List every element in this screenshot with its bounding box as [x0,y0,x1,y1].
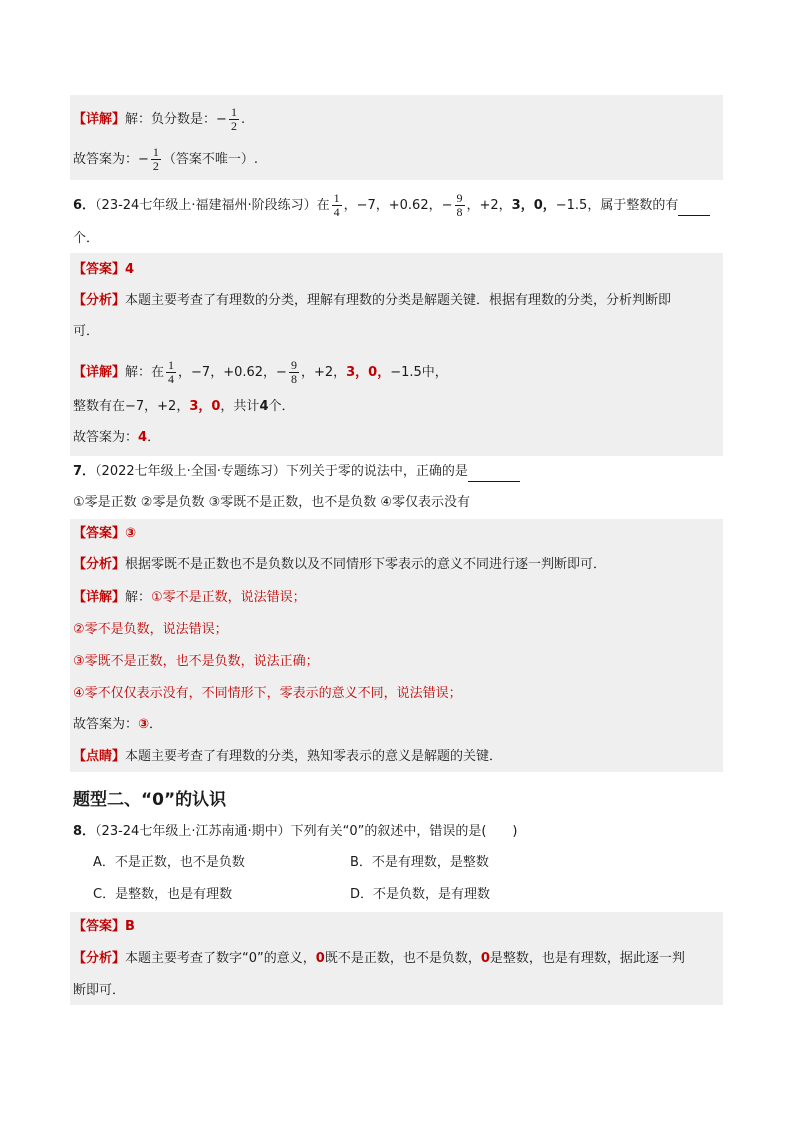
integer-count: 4 [259,399,269,414]
answer-tag: 【答案】 [73,262,126,277]
integers-text: ，共计 [220,399,260,414]
q7-detail [73,589,306,607]
number-list: ，−7，+0.62，− [343,198,453,213]
q6-analysis [73,292,671,310]
q7-comment [73,748,502,766]
detail-item-4: ④零不仅仅表示没有，不同情形下，零表示的意义不同，说法错误； [73,686,462,701]
analysis-text: 根据零既不是正数也不是负数以及不同情形下零表示的意义不同进行逐一判断即可． [125,557,607,572]
question-text: （23-24七年级上·江苏南通·期中）下列有关“0”的叙述中，错误的是( ) [95,824,518,839]
fraction-one-half: $\frac{1}{2}$ [230,105,237,133]
question-number: 6． [73,198,96,213]
q7-stem [73,463,520,482]
integers-text: 整数有在−7，+2， [73,399,190,414]
q7-analysis [73,556,606,574]
analysis-tag: 【分析】 [73,951,126,966]
answer-tag: 【答案】 [73,526,126,541]
q6-analysis-cont: 可． [73,324,100,339]
analysis-text: 本题主要考查了数字“0”的意义， [125,951,316,966]
analysis-text: 是整数，也是有理数，据此逐一判 [489,951,685,966]
fraction-one-half: $\frac{1}{2}$ [152,145,159,173]
number-list: −1.5，属于整数的有 [555,198,679,213]
answer-tag: 【答案】 [73,919,126,934]
analysis-text: 既不是正数，也不是负数， [324,951,481,966]
answer-prefix: 故答案为： [73,430,139,445]
fraction-one-quarter: $\frac{1}{4}$ [168,358,175,386]
option-d: D．不是负数，是有理数 [350,887,491,902]
q8-analysis-cont: 断即可． [73,983,126,998]
q6-final-answer [73,429,160,447]
integers-text: 个． [268,399,295,414]
detail-item-1: ①零不是正数，说法错误； [151,590,306,605]
fraction-nine-eighths: $\frac{9}{8}$ [290,358,297,386]
analysis-highlight: 0 [315,951,325,966]
number-list: ，+2， [466,198,512,213]
q8-stem [73,823,517,841]
q6-stem-tail: 个． [73,231,100,246]
q6-stem [73,192,710,219]
q7-final-answer [73,716,162,734]
period: . [240,112,246,127]
q6-detail [73,359,448,386]
q8-answer [73,918,135,936]
detail-tag: 【详解】 [73,590,126,605]
answer-prefix: 故答案为： [73,717,139,732]
detail-item-2: ②零不是负数，说法错误； [73,622,228,637]
answer-prefix: 故答案为： [73,152,139,167]
comment-text: 本题主要考查了有理数的分类，熟知零表示的意义是解题的关键． [125,749,503,764]
analysis-tag: 【分析】 [73,293,126,308]
q5-detail-line [73,106,245,133]
fraction-one-quarter: $\frac{1}{4}$ [333,191,340,219]
comment-tag: 【点睛】 [73,749,126,764]
q6-answer [73,261,134,279]
q6-solution-block [70,253,723,456]
integers-highlight: 3，0 [189,399,221,414]
question-number: 8． [73,824,96,839]
detail-text: 解：在 [125,365,165,380]
answer-note: （答案不唯一）. [162,152,259,167]
period: ． [149,717,163,732]
option-c: C．是整数，也是有理数 [93,887,233,902]
detail-item-3: ③零既不是正数，也不是负数，说法正确； [73,654,319,669]
q8-analysis [73,950,685,968]
q7-options: ①零是正数 ②零是负数 ③零既不是正数，也不是负数 ④零仅表示没有 [73,495,471,510]
answer-blank [468,463,520,482]
detail-text: 解：负分数是： [125,112,217,127]
minus-sign: − [216,112,227,127]
analysis-text: 本题主要考查了有理数的分类，理解有理数的分类是解题关键．根据有理数的分类，分析判断即 [125,293,672,308]
question-number: 7． [73,464,96,479]
period: ． [147,430,161,445]
number-list: −1.5中， [390,365,448,380]
analysis-highlight: 0 [480,951,490,966]
detail-text: 解： [125,590,152,605]
number-list-bold: 3，0， [511,198,556,213]
answer-value: 4 [125,262,135,277]
number-list-highlight: 3，0， [346,365,391,380]
fraction-nine-eighths: $\frac{9}{8}$ [456,191,463,219]
answer-blank [678,197,710,216]
minus-sign: − [138,152,149,167]
q7-answer [73,525,136,543]
analysis-tag: 【分析】 [73,557,126,572]
answer-value: B [125,919,135,934]
number-list: ，−7，+0.62，− [178,365,287,380]
q5-final-answer [73,146,258,173]
answer-value: 4 [138,430,148,445]
question-source: （23-24七年级上·福建福州·阶段练习）在 [95,198,330,213]
section-title: 题型二、“0”的认识 [73,790,227,810]
number-list: ，+2， [300,365,347,380]
detail-tag: 【详解】 [73,112,126,127]
detail-tag: 【详解】 [73,365,126,380]
answer-value: ③ [125,526,137,541]
answer-value: ③ [138,717,150,732]
question-text: （2022七年级上·全国·专题练习）下列关于零的说法中，正确的是 [95,464,468,479]
option-a: A．不是正数，也不是负数 [93,855,245,870]
q6-integers [73,398,295,416]
option-b: B．不是有理数，是整数 [350,855,489,870]
